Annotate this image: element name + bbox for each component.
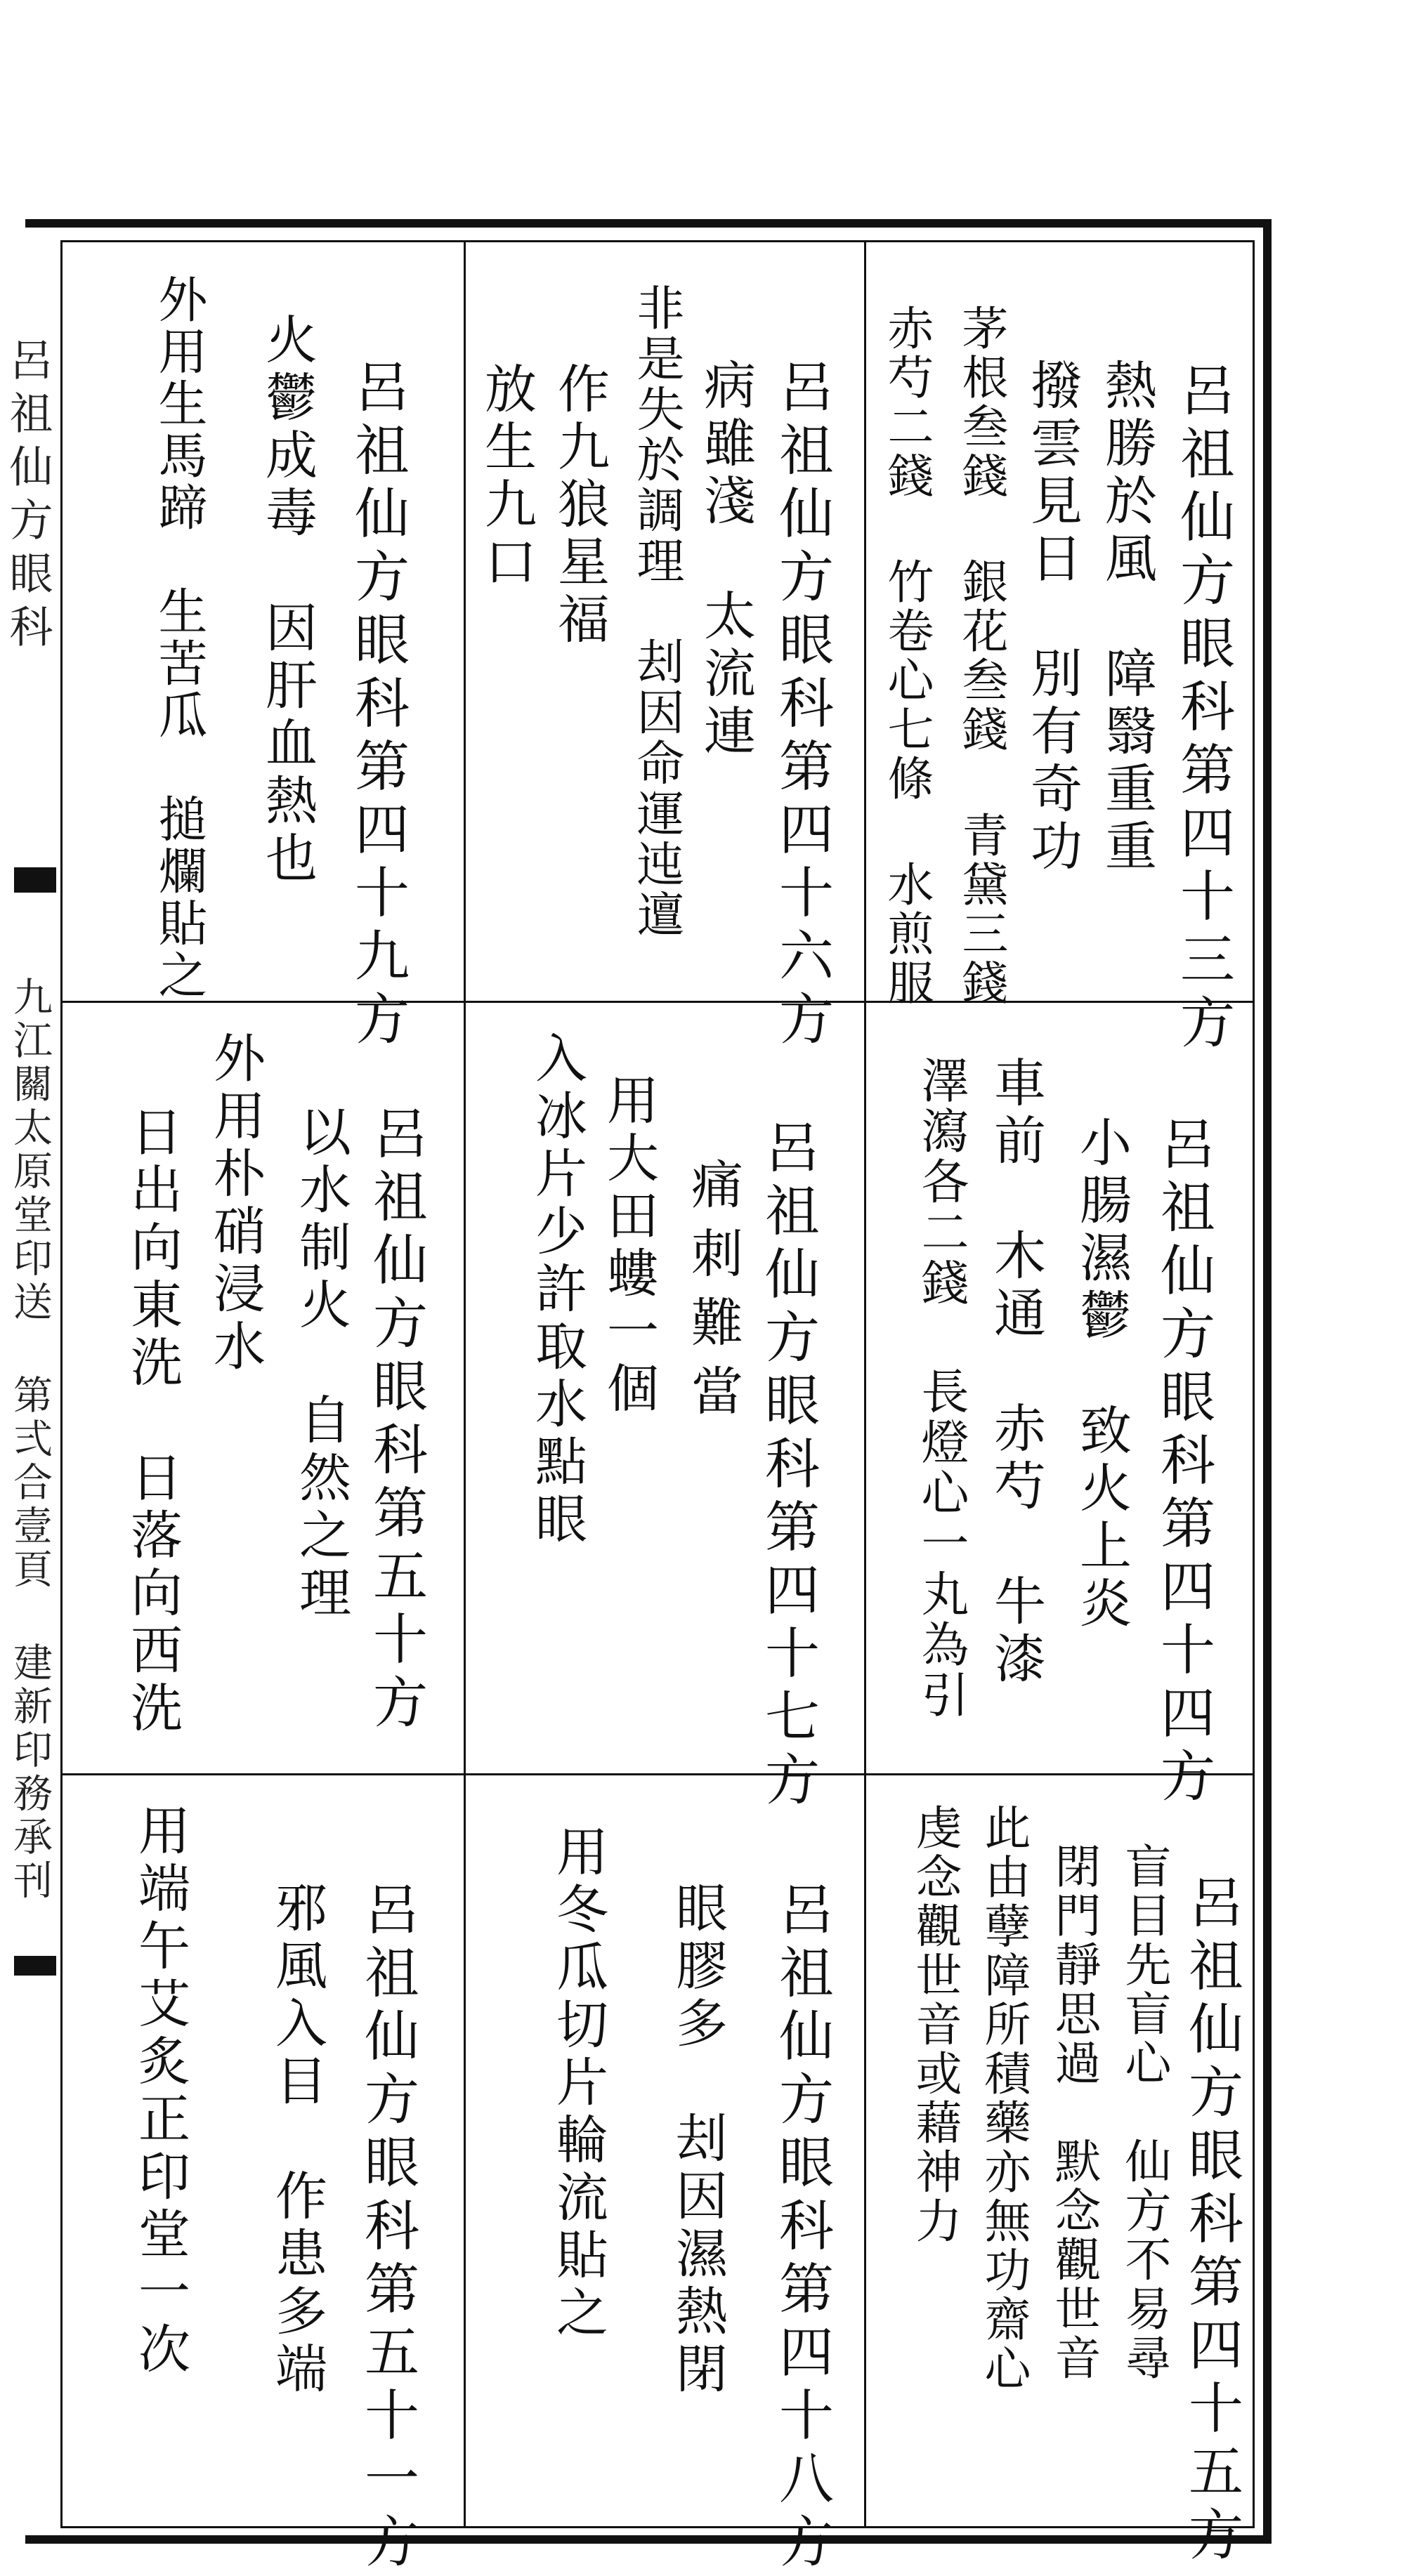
prescription-title: 呂祖仙方眼科第四十五方 <box>1179 1874 1243 2569</box>
prescription-line: 澤瀉各二錢 長燈心一丸為引 <box>913 1056 969 1721</box>
prescription-49 <box>63 242 464 1053</box>
prescription-line: 撥雲見日 別有奇功 <box>1022 358 1083 876</box>
prescription-line: 放生九口 <box>476 362 537 592</box>
prescription-title: 呂祖仙方眼科第五十方 <box>364 1105 427 1737</box>
prescription-line: 用端午艾炙正印堂一次 <box>130 1803 190 2379</box>
prescription-title: 呂祖仙方眼科第四十六方 <box>770 358 833 1053</box>
prescription-line: 邪風入目 作患多端 <box>267 1881 327 2399</box>
prescription-46 <box>466 242 864 1053</box>
prescription-title: 呂祖仙方眼科第四十八方 <box>770 1881 833 2576</box>
prescription-line: 小腸濕鬱 致火上炎 <box>1071 1115 1132 1634</box>
prescription-title: 呂祖仙方眼科第四十四方 <box>1151 1115 1215 1811</box>
prescription-51 <box>63 1775 464 2576</box>
prescription-line: 日出向東洗 日落向西洗 <box>122 1105 183 1738</box>
prescription-47 <box>466 1003 864 1814</box>
prescription-45 <box>866 1775 1253 2569</box>
prescription-line: 入冰片少許取水點眼 <box>527 1031 587 1549</box>
prescription-line: 用大田螻一個 <box>599 1073 659 1419</box>
margin-top-text: 呂祖仙方眼科 <box>2 337 53 657</box>
prescription-line: 痛刺難當 <box>683 1157 743 1433</box>
prescription-line: 此由孽障所積藥亦無功齋心 <box>976 1803 1031 2393</box>
prescription-line: 熱勝於風 障翳重重 <box>1097 358 1157 876</box>
margin-bottom-text: 九江關太原堂印送 第弍合壹頁 建新印務承刊 <box>7 976 53 1903</box>
prescription-line: 火鬱成毒 因肝血熱也 <box>257 313 318 888</box>
prescription-50 <box>63 1003 464 1773</box>
prescription-line: 非是失於調理 刦因命運迍邅 <box>629 283 684 940</box>
prescription-43 <box>866 242 1253 1057</box>
prescription-line: 病雖淺 太流連 <box>695 358 756 761</box>
prescription-line: 外用生馬蹄 生苦瓜 搥爛貼之 <box>150 274 208 1001</box>
prescription-44 <box>866 1003 1253 1811</box>
prescription-line: 車前 木通 赤芍 牛漆 <box>986 1056 1046 1689</box>
prescription-line: 閉門靜思過 默念觀世音 <box>1047 1842 1101 2383</box>
prescription-line: 赤芍二錢 竹卷心七條 水煎服 <box>880 304 934 1008</box>
prescription-line: 茅根叁錢 銀花叁錢 青黛三錢 <box>954 304 1008 1008</box>
prescription-title: 呂祖仙方眼科第四十九方 <box>346 358 409 1053</box>
prescription-line: 眼膠多 刦因濕熱閉 <box>667 1881 728 2399</box>
prescription-line: 盲目先盲心 仙方不易尋 <box>1117 1842 1171 2383</box>
prescription-title: 呂祖仙方眼科第四十三方 <box>1171 362 1234 1057</box>
prescription-line: 用冬瓜切片輪流貼之 <box>548 1825 608 2343</box>
prescription-title: 呂祖仙方眼科第四十七方 <box>756 1119 819 1814</box>
prescription-line: 以水制火 自然之理 <box>291 1105 351 1623</box>
prescription-line: 外用朴硝浸水 <box>205 1031 266 1376</box>
prescription-title: 呂祖仙方眼科第五十一方 <box>355 1881 419 2576</box>
prescription-line: 作九狼星福 <box>549 362 610 650</box>
prescription-48 <box>466 1775 864 2576</box>
prescription-line: 虔念觀世音或藉神力 <box>908 1803 962 2246</box>
